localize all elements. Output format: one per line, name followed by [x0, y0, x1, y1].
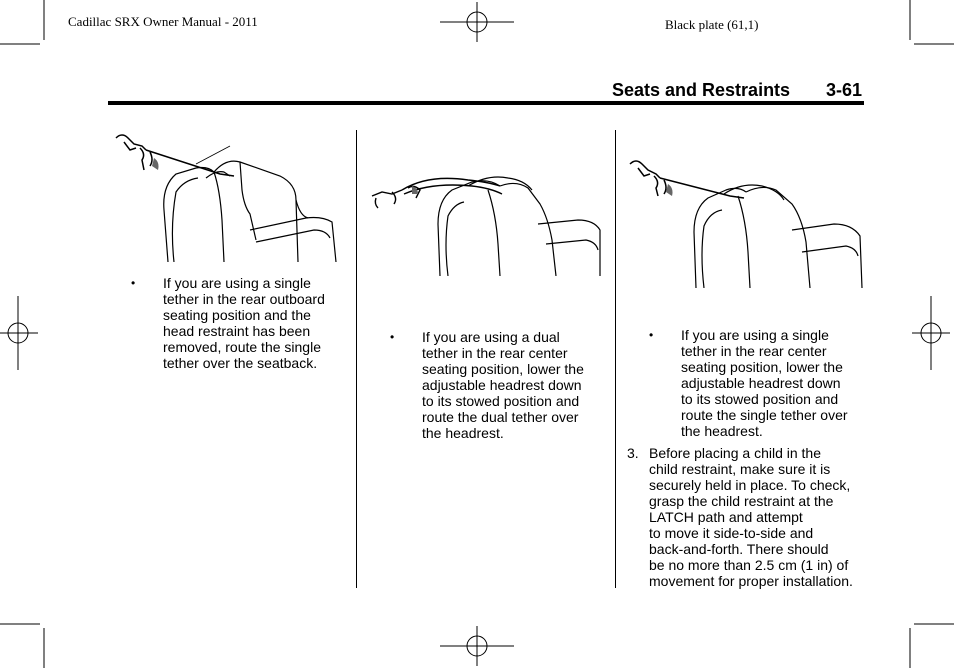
text-line: head restraint has been	[163, 323, 311, 339]
text-line: tether in the rear outboard	[163, 291, 325, 307]
text-line: grasp the child restraint at the	[649, 493, 834, 509]
bullet-text-outboard	[163, 275, 325, 371]
registration-mark-left	[0, 296, 38, 370]
text-line: seating position and the	[163, 307, 311, 323]
text-line: to its stowed position and	[422, 393, 580, 409]
header-rule	[108, 101, 864, 105]
registration-mark-bottom	[440, 626, 514, 666]
text-line: seating position, lower the	[422, 361, 584, 377]
seat-tether-illustration-dual	[368, 164, 602, 276]
text-line: adjustable headrest down	[422, 377, 582, 393]
text-line: If you are using a single	[681, 327, 829, 343]
bullet-marker: •	[390, 330, 395, 344]
text-line: LATCH path and attempt	[649, 509, 803, 525]
step-number: 3.	[627, 445, 639, 461]
text-line: route the dual tether over	[422, 409, 579, 425]
text-line: to move it side-to-side and	[649, 525, 814, 541]
text-line: movement for proper installation.	[649, 573, 853, 589]
text-line: securely held in place. To check,	[649, 477, 851, 493]
text-line: tether over the seatback.	[163, 355, 318, 371]
page-number: 3-61	[826, 80, 863, 100]
bullet-marker: •	[649, 328, 654, 342]
column-divider	[356, 130, 357, 588]
registration-mark-right	[912, 296, 950, 370]
text-line: seating position, lower the	[681, 359, 843, 375]
text-line: the headrest.	[681, 423, 763, 439]
seat-tether-illustration-center	[626, 156, 864, 288]
text-line: removed, route the single	[163, 339, 321, 355]
text-line: If you are using a dual	[422, 329, 560, 345]
column-divider	[615, 130, 616, 588]
text-line: adjustable headrest down	[681, 375, 841, 391]
text-line: back-and-forth. There should	[649, 541, 829, 557]
text-line: If you are using a single	[163, 275, 311, 291]
bullet-text-dual	[422, 329, 584, 441]
seat-tether-illustration-outboard	[110, 130, 342, 262]
header-manual-title: Cadillac SRX Owner Manual - 2011	[68, 14, 258, 29]
text-line: child restraint, make sure it is	[649, 461, 831, 477]
header-plate-info: Black plate (61,1)	[665, 17, 759, 32]
text-line: tether in the rear center	[681, 343, 827, 359]
text-line: be no more than 2.5 cm (1 in) of	[649, 557, 849, 573]
text-line: tether in the rear center	[422, 345, 568, 361]
text-line: to its stowed position and	[681, 391, 839, 407]
text-line: the headrest.	[422, 425, 504, 441]
bullet-marker: •	[131, 276, 136, 290]
text-line: Before placing a child in the	[649, 445, 821, 461]
text-line: route the single tether over	[681, 407, 848, 423]
step-text	[649, 445, 853, 589]
registration-mark-top	[440, 2, 514, 42]
bullet-text-center-single	[681, 327, 848, 439]
section-title: Seats and Restraints	[612, 80, 791, 100]
